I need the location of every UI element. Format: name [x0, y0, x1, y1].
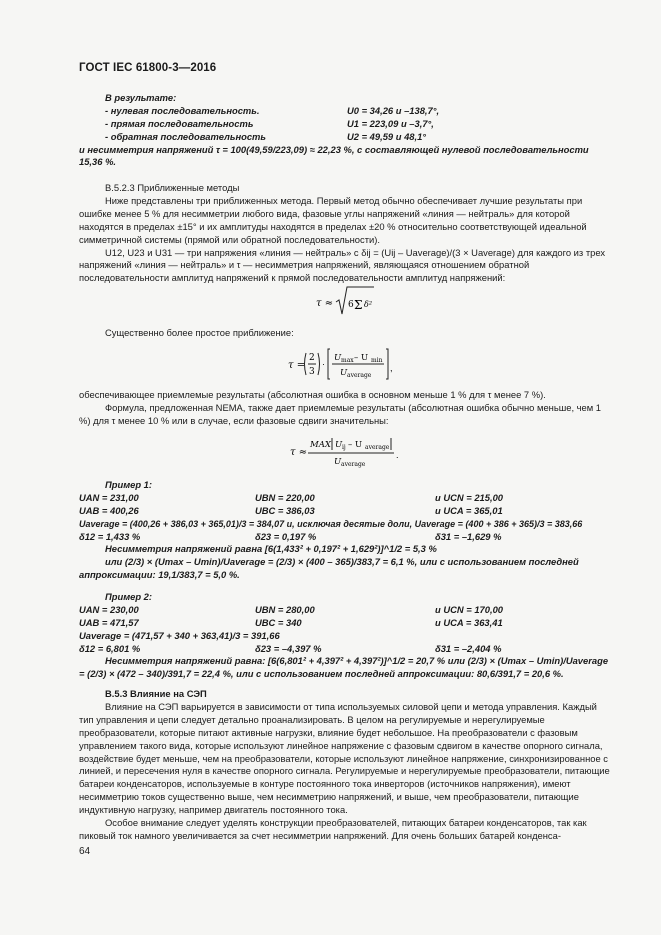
result-value: U1 = 223,09 и –3,7°,	[347, 117, 434, 129]
section-title: В.5.3 Влияние на СЭП	[105, 688, 207, 699]
example-1	[79, 479, 613, 582]
svg-text:min: min	[371, 357, 383, 364]
paragraph-block	[79, 327, 613, 340]
delta-row	[79, 531, 613, 544]
paragraph: Влияние на СЭП варьируется в зависимости от типа используемых силовой цепи и метода управления. Каждый тип управления и цепи следует детально проанализировать. В целом на регулируемые и нерегулируемые преобразователи, которые питают активные нагрузки, влияние будет небольшое. На преобразователи с фазовым управлением такого вида, которые используют линейное напряжение с фазовым сдвигом в качестве опорного сигнала, воздействие будет меньше, чем на преобразователи, которые используют линейное напряжение, синхронизированное с линией, и пересечения нуля в качестве опорного сигнала. Регулируемые и нерегулируемые преобразователи, питающие батареи конденсаторов, используемые в контуре постоянного тока инверторов (источников напряжения), имеют несимметрию токов существенно выше, чем несимметрию напряжений, и выше, чем преобразователи, питающие индуктивную нагрузку, например двигатель постоянного тока.	[79, 700, 610, 816]
result-value: U2 = 49,59 и 48,1°	[347, 130, 427, 142]
svg-text:U: U	[334, 353, 342, 363]
paragraph: Ниже представлены три приближенных метода. Первый метод обычно обеспечивает лучшие результаты при ошибке менее 5 % для несимметрии любого вида, фазовые углы напряжений «линия — нейтраль» для которой находятся в пределах ±15° и их амплитуды находятся в пределах ±20 % относительно соответствующей идеальной симметричной системы (прямой или обратной последовательности).	[79, 194, 587, 245]
svg-text:average: average	[365, 444, 390, 451]
delta-row	[79, 643, 613, 656]
paragraph: обеспечивающее приемлемые результаты (абсолютная ошибка в основном меньше 1 % для τ менее 7 %).	[79, 389, 546, 400]
value-cell: и UCN = 215,00	[435, 491, 504, 503]
svg-text:·: ·	[322, 359, 325, 369]
svg-text:τ ≈: τ ≈	[316, 298, 334, 309]
value-cell: UAN = 230,00	[79, 603, 139, 615]
formula-nema-graphic	[290, 433, 416, 471]
example-title: Пример 1:	[105, 479, 153, 490]
delta-cell: δ12 = 1,433 %	[79, 530, 141, 542]
svg-text:2: 2	[309, 353, 315, 363]
svg-text:U: U	[334, 457, 342, 467]
result-value: U0 = 34,26 и –138,7°,	[347, 104, 440, 116]
result-row	[105, 118, 613, 131]
value-cell: и UCA = 365,01	[435, 504, 503, 516]
value-cell: UBC = 386,03	[255, 504, 315, 516]
delta-cell: δ31 = –2,404 %	[435, 642, 502, 654]
page-number: 64	[79, 846, 91, 857]
average-line: Uaverage = (400,26 + 386,03 + 365,01)/3 = 384,07 и, исключая десятые доли, Uaverage = (400 + 386 + 365)/3 = 383,66	[79, 518, 583, 529]
formula-nema	[290, 433, 416, 476]
standard-header: ГОСТ IEC 61800-3—2016	[79, 62, 217, 74]
paragraph-block	[79, 389, 613, 428]
paragraph: Существенно более простое приближение:	[105, 327, 294, 338]
svg-text:,: ,	[390, 363, 393, 373]
formula-minmax	[288, 345, 408, 388]
svg-text:3: 3	[309, 367, 315, 377]
svg-text:.: .	[396, 450, 399, 460]
result-block	[79, 92, 613, 169]
example-row	[79, 505, 613, 518]
example-2	[79, 591, 613, 681]
value-cell: UBC = 340	[255, 616, 302, 628]
delta-cell: δ12 = 6,801 %	[79, 642, 141, 654]
result-label: - обратная последовательность	[105, 130, 266, 142]
svg-text:average: average	[341, 461, 366, 468]
svg-text:6: 6	[348, 300, 354, 310]
imbalance-line: Несимметрия напряжений равна: [6(6,801² + 4,397² + 4,397²)]^1/2 = 20,7 % или (2/3) × (Umax – Umin)/Uaverage = (2/3) × (472 – 340)/391,7 = 22,4 %, или с использованием последней аппроксимации: 80,6/391,7 = 20,6 %.	[79, 655, 609, 680]
delta-cell: δ31 = –1,629 %	[435, 530, 502, 542]
value-cell: UBN = 280,00	[255, 603, 315, 615]
svg-text:max: max	[341, 357, 354, 364]
formula-sqrt-sum-graphic	[316, 284, 376, 320]
average-line: Uaverage = (471,57 + 340 + 363,41)/3 = 391,66	[79, 629, 280, 641]
svg-text:τ =: τ =	[288, 360, 306, 371]
section-b53	[79, 688, 613, 843]
svg-text:U: U	[340, 368, 348, 378]
example-row	[79, 604, 613, 617]
result-row	[105, 105, 613, 118]
svg-text:– U: – U	[354, 353, 369, 363]
formula-sqrt-sum	[316, 284, 376, 325]
value-cell: и UCN = 170,00	[435, 603, 504, 615]
result-label: - нулевая последовательность.	[105, 104, 260, 116]
result-heading: В результате:	[105, 92, 177, 103]
svg-text:U: U	[335, 440, 343, 450]
section-b523	[79, 182, 613, 285]
imbalance-line: Несимметрия напряжений равна [6(1,433² + 0,197² + 1,629²)]^1/2 = 5,3 %	[105, 543, 437, 555]
paragraph: U12, U23 и U31 — три напряжения «линия — нейтраль» с δij = (Uij – Uaverage)/(3 × Uaverage) для каждого из трех напряжений «линия — нейтраль» и τ — несимметрия напряжений, являющаяся отношением обратной последовательности амплитуд напряжений к прямой последовательности амплитуд напряжений:	[79, 246, 606, 284]
value-cell: UBN = 220,00	[255, 491, 315, 503]
result-label: - прямая последовательность	[105, 117, 254, 129]
example-row	[79, 617, 613, 630]
svg-text:Σ: Σ	[354, 298, 363, 312]
result-conclusion: и несимметрия напряжений τ = 100(49,59/223,09) ≈ 22,23 %, с составляющей нулевой последовательности 15,36 %.	[79, 143, 589, 168]
value-cell: UAB = 471,57	[79, 616, 139, 628]
svg-text:MAX: MAX	[310, 440, 331, 450]
value-cell: UAB = 400,26	[79, 504, 139, 516]
paragraph: Формула, предложенная NEMA, также дает приемлемые результаты (абсолютная ошибка обычно меньше, чем 1 %) для τ менее 10 % или в случае, если фазовые сдвиги значительны:	[79, 401, 602, 426]
formula-minmax-graphic	[288, 345, 408, 383]
example-title: Пример 2:	[105, 591, 153, 602]
svg-text:average: average	[347, 372, 372, 379]
svg-text:– U: – U	[348, 440, 363, 450]
value-cell: и UCA = 363,41	[435, 616, 503, 628]
delta-cell: δ23 = –4,397 %	[255, 642, 322, 654]
svg-text:δ²: δ²	[364, 300, 373, 309]
svg-text:τ ≈: τ ≈	[290, 447, 308, 458]
example-row	[79, 492, 613, 505]
value-cell: UAN = 231,00	[79, 491, 139, 503]
section-title: В.5.2.3 Приближенные методы	[105, 182, 240, 193]
delta-cell: δ23 = 0,197 %	[255, 530, 317, 542]
svg-text:ij: ij	[342, 444, 346, 451]
result-row	[105, 131, 613, 144]
paragraph: Особое внимание следует уделять конструкции преобразователей, питающих батареи конденсаторов, так как пиковый ток намного увеличивается за счет несимметрии напряжений. Для очень больших батарей конденса-	[79, 817, 587, 841]
alt-approx-line: или (2/3) × (Umax – Umin)/Uaverage = (2/3) × (400 – 365)/383,7 = 6,1 %, или с использованием последней аппроксимации: 19,1/383,7 = 5,0 %.	[79, 556, 579, 581]
